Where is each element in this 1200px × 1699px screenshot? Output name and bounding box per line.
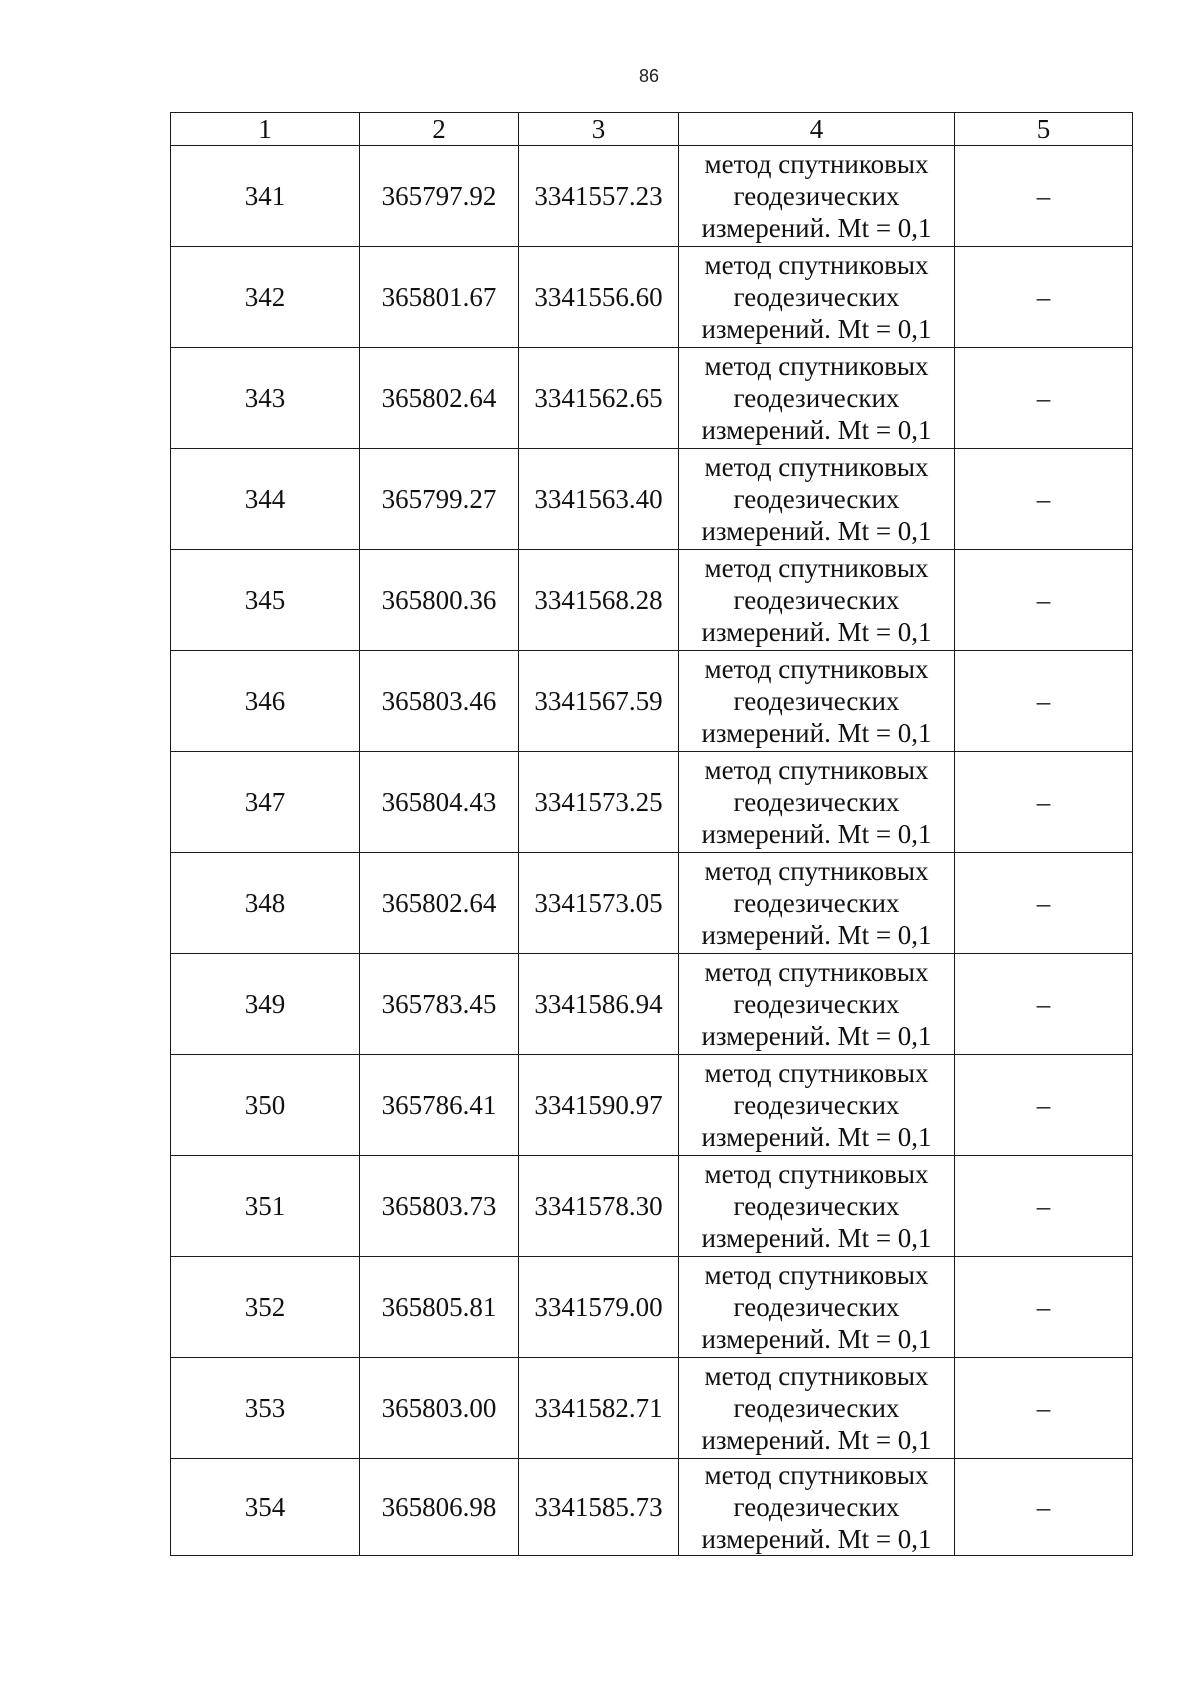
method-cell [679,1459,955,1556]
coordinate-y-cell: 3341582.71 [519,1358,679,1459]
point-number-cell: 352 [171,1257,360,1358]
method-cell [679,146,955,247]
coordinate-y-cell: 3341578.30 [519,1156,679,1257]
note-cell: – [955,1358,1133,1459]
method-line: метод спутниковых [704,149,929,179]
point-number-cell: 347 [171,752,360,853]
method-line: измерений. Mt = 0,1 [701,617,932,647]
method-line: геодезических [733,1292,900,1322]
table-row [171,348,1133,449]
point-number-cell: 345 [171,550,360,651]
table-row [171,1257,1133,1358]
note-cell: – [955,1459,1133,1556]
method-line: метод спутниковых [704,654,929,684]
coordinate-y-cell: 3341557.23 [519,146,679,247]
method-cell [679,449,955,550]
table-row [171,954,1133,1055]
method-line: измерений. Mt = 0,1 [701,213,932,243]
note-cell: – [955,1257,1133,1358]
header-col-1: 1 [171,113,360,146]
coordinate-y-cell: 3341567.59 [519,651,679,752]
coordinate-y-cell: 3341579.00 [519,1257,679,1358]
method-line: метод спутниковых [704,452,929,482]
coordinate-x-cell: 365803.46 [360,651,519,752]
table-row [171,853,1133,954]
coordinate-x-cell: 365800.36 [360,550,519,651]
table-row [171,1156,1133,1257]
note-cell: – [955,247,1133,348]
method-line: метод спутниковых [704,856,929,886]
note-cell: – [955,752,1133,853]
coordinate-x-cell: 365801.67 [360,247,519,348]
point-number-cell: 342 [171,247,360,348]
point-number-cell: 341 [171,146,360,247]
header-col-4: 4 [679,113,955,146]
coordinate-y-cell: 3341568.28 [519,550,679,651]
method-line: измерений. Mt = 0,1 [701,1425,932,1455]
method-line: геодезических [733,1191,900,1221]
point-number-cell: 353 [171,1358,360,1459]
method-line: измерений. Mt = 0,1 [701,1223,932,1253]
header-row [171,113,1133,146]
point-number-cell: 354 [171,1459,360,1556]
coordinate-y-cell: 3341573.05 [519,853,679,954]
note-cell: – [955,1156,1133,1257]
table-row [171,651,1133,752]
note-cell: – [955,146,1133,247]
method-line: геодезических [733,1492,900,1522]
header-col-2: 2 [360,113,519,146]
point-number-cell: 344 [171,449,360,550]
point-number-cell: 350 [171,1055,360,1156]
coordinate-x-cell: 365803.00 [360,1358,519,1459]
method-line: геодезических [733,383,900,413]
table-body [171,146,1133,1556]
coordinate-y-cell: 3341590.97 [519,1055,679,1156]
method-line: метод спутниковых [704,1460,929,1490]
table-row [171,550,1133,651]
coordinate-y-cell: 3341586.94 [519,954,679,1055]
note-cell: – [955,1055,1133,1156]
coordinates-table [170,112,1133,1556]
method-line: метод спутниковых [704,1361,929,1391]
method-line: измерений. Mt = 0,1 [701,1122,932,1152]
header-col-5: 5 [955,113,1133,146]
table-header [171,113,1133,146]
note-cell: – [955,954,1133,1055]
method-cell [679,1257,955,1358]
method-line: измерений. Mt = 0,1 [701,314,932,344]
method-line: измерений. Mt = 0,1 [701,819,932,849]
method-line: измерений. Mt = 0,1 [701,516,932,546]
method-line: геодезических [733,484,900,514]
method-line: геодезических [733,989,900,1019]
table-row [171,146,1133,247]
note-cell: – [955,651,1133,752]
table-row [171,1459,1133,1556]
note-cell: – [955,853,1133,954]
note-cell: – [955,449,1133,550]
coordinate-y-cell: 3341556.60 [519,247,679,348]
method-line: измерений. Mt = 0,1 [701,415,932,445]
method-cell [679,247,955,348]
coordinate-x-cell: 365797.92 [360,146,519,247]
point-number-cell: 349 [171,954,360,1055]
point-number-cell: 346 [171,651,360,752]
coordinate-x-cell: 365799.27 [360,449,519,550]
method-cell [679,348,955,449]
method-line: метод спутниковых [704,250,929,280]
coordinate-y-cell: 3341573.25 [519,752,679,853]
table-row [171,752,1133,853]
method-line: измерений. Mt = 0,1 [701,920,932,950]
method-line: геодезических [733,686,900,716]
method-cell [679,1055,955,1156]
method-cell [679,1358,955,1459]
method-line: геодезических [733,1090,900,1120]
method-line: метод спутниковых [704,1058,929,1088]
method-line: геодезических [733,888,900,918]
method-line: метод спутниковых [704,553,929,583]
coordinate-y-cell: 3341585.73 [519,1459,679,1556]
method-line: измерений. Mt = 0,1 [701,718,932,748]
method-cell [679,550,955,651]
coordinate-y-cell: 3341563.40 [519,449,679,550]
method-line: метод спутниковых [704,957,929,987]
coordinate-x-cell: 365783.45 [360,954,519,1055]
coordinate-x-cell: 365803.73 [360,1156,519,1257]
method-line: измерений. Mt = 0,1 [701,1021,932,1051]
method-line: геодезических [733,1393,900,1423]
method-line: геодезических [733,282,900,312]
method-line: геодезических [733,181,900,211]
table-row [171,1358,1133,1459]
coordinate-x-cell: 365786.41 [360,1055,519,1156]
header-col-3: 3 [519,113,679,146]
table-row [171,247,1133,348]
method-line: метод спутниковых [704,1260,929,1290]
point-number-cell: 351 [171,1156,360,1257]
coordinate-x-cell: 365804.43 [360,752,519,853]
method-cell [679,853,955,954]
coordinate-x-cell: 365802.64 [360,348,519,449]
coordinate-x-cell: 365805.81 [360,1257,519,1358]
method-line: метод спутниковых [704,1159,929,1189]
point-number-cell: 348 [171,853,360,954]
page-number: 86 [638,66,660,86]
method-line: геодезических [733,585,900,615]
method-line: измерений. Mt = 0,1 [701,1524,932,1554]
method-cell [679,1156,955,1257]
method-line: геодезических [733,787,900,817]
note-cell: – [955,550,1133,651]
coordinate-x-cell: 365802.64 [360,853,519,954]
coordinate-x-cell: 365806.98 [360,1459,519,1556]
table-row [171,1055,1133,1156]
point-number-cell: 343 [171,348,360,449]
method-cell [679,752,955,853]
method-line: метод спутниковых [704,351,929,381]
table-row [171,449,1133,550]
method-cell [679,954,955,1055]
note-cell: – [955,348,1133,449]
method-cell [679,651,955,752]
coordinate-y-cell: 3341562.65 [519,348,679,449]
method-line: метод спутниковых [704,755,929,785]
method-line: измерений. Mt = 0,1 [701,1324,932,1354]
